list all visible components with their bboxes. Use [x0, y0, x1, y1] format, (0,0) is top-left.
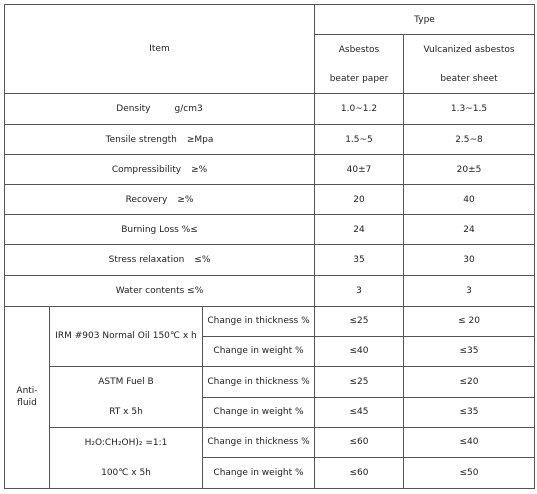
oil-condition-line1: IRM #903 Normal Oil 150℃ x h	[55, 331, 197, 342]
vulcanized-sheet-header	[404, 35, 535, 94]
density-label	[5, 94, 315, 125]
burning-loss-label: Burning Loss %≤	[5, 215, 315, 245]
fuel-weight-label: Change in weight %	[203, 397, 315, 427]
oil-weight-value-paper: ≤40	[315, 336, 404, 366]
table-row	[5, 94, 535, 125]
water-contents-label: Water contents ≤%	[5, 276, 315, 306]
type-header: Type	[315, 5, 535, 35]
glycol-thickness-label: Change in thickness %	[203, 427, 315, 457]
oil-thickness-label: Change in thickness %	[203, 306, 315, 336]
recovery-label	[5, 185, 315, 215]
fuel-condition-line1: ASTM Fuel B	[98, 376, 154, 387]
tensile-value-paper: 1.5~5	[315, 125, 404, 155]
glycol-condition	[50, 427, 203, 488]
stress-relaxation-unit: ≤%	[194, 255, 211, 266]
oil-thickness-value-paper: ≤25	[315, 306, 404, 336]
fuel-condition-line2: RT x 5h	[109, 406, 143, 417]
density-value-paper: 1.0~1.2	[315, 94, 404, 125]
compressibility-name: Compressibility	[111, 164, 182, 175]
stress-relaxation-name: Stress relaxation	[108, 255, 185, 266]
table-row	[5, 185, 535, 215]
fuel-weight-value-sheet: ≤35	[404, 397, 535, 427]
compressibility-label	[5, 155, 315, 185]
compressibility-unit: ≥%	[191, 164, 208, 175]
fuel-thickness-value-sheet: ≤20	[404, 366, 535, 397]
glycol-weight-label: Change in weight %	[203, 457, 315, 488]
recovery-value-paper: 20	[315, 185, 404, 215]
asbestos-paper-header-line1: Asbestos	[338, 44, 380, 55]
table-row	[5, 427, 535, 457]
glycol-condition-line2: 100℃ x 5h	[101, 467, 151, 478]
asbestos-paper-header	[315, 35, 404, 94]
table-row	[5, 306, 535, 336]
vulcanized-sheet-header-line1: Vulcanized asbestos	[423, 44, 515, 55]
spec-table	[4, 4, 535, 489]
stress-relaxation-label	[5, 245, 315, 276]
recovery-value-sheet: 40	[404, 185, 535, 215]
burning-loss-value-paper: 24	[315, 215, 404, 245]
table-row	[5, 155, 535, 185]
fuel-weight-value-paper: ≤45	[315, 397, 404, 427]
vulcanized-sheet-header-line2: beater sheet	[440, 73, 498, 84]
anti-fluid-label: Anti-fluid	[5, 306, 50, 488]
table-row	[5, 245, 535, 276]
glycol-weight-value-sheet: ≤50	[404, 457, 535, 488]
table-row	[5, 125, 535, 155]
fuel-thickness-label: Change in thickness %	[203, 366, 315, 397]
glycol-thickness-value-sheet: ≤40	[404, 427, 535, 457]
density-value-sheet: 1.3~1.5	[404, 94, 535, 125]
oil-condition	[50, 306, 203, 366]
table-header-row	[5, 5, 535, 35]
fuel-thickness-value-paper: ≤25	[315, 366, 404, 397]
table-row	[5, 276, 535, 306]
water-contents-value-paper: 3	[315, 276, 404, 306]
oil-thickness-value-sheet: ≤ 20	[404, 306, 535, 336]
density-unit: g/cm3	[174, 104, 203, 115]
glycol-weight-value-paper: ≤60	[315, 457, 404, 488]
glycol-condition-line1: H₂O:CH₂OH)₂ =1:1	[84, 437, 168, 448]
water-contents-value-sheet: 3	[404, 276, 535, 306]
fuel-condition	[50, 366, 203, 427]
tensile-value-sheet: 2.5~8	[404, 125, 535, 155]
tensile-label	[5, 125, 315, 155]
density-name: Density	[116, 104, 151, 115]
burning-loss-value-sheet: 24	[404, 215, 535, 245]
table-row	[5, 215, 535, 245]
compressibility-value-paper: 40±7	[315, 155, 404, 185]
table-row	[5, 366, 535, 397]
oil-weight-label: Change in weight %	[203, 336, 315, 366]
stress-relaxation-value-sheet: 30	[404, 245, 535, 276]
recovery-name: Recovery	[125, 194, 168, 205]
stress-relaxation-value-paper: 35	[315, 245, 404, 276]
tensile-unit: ≥Mpa	[186, 134, 214, 145]
oil-weight-value-sheet: ≤35	[404, 336, 535, 366]
compressibility-value-sheet: 20±5	[404, 155, 535, 185]
asbestos-paper-header-line2: beater paper	[329, 73, 389, 84]
item-header: Item	[5, 5, 315, 94]
tensile-name: Tensile strength	[105, 134, 177, 145]
recovery-unit: ≥%	[177, 194, 194, 205]
glycol-thickness-value-paper: ≤60	[315, 427, 404, 457]
